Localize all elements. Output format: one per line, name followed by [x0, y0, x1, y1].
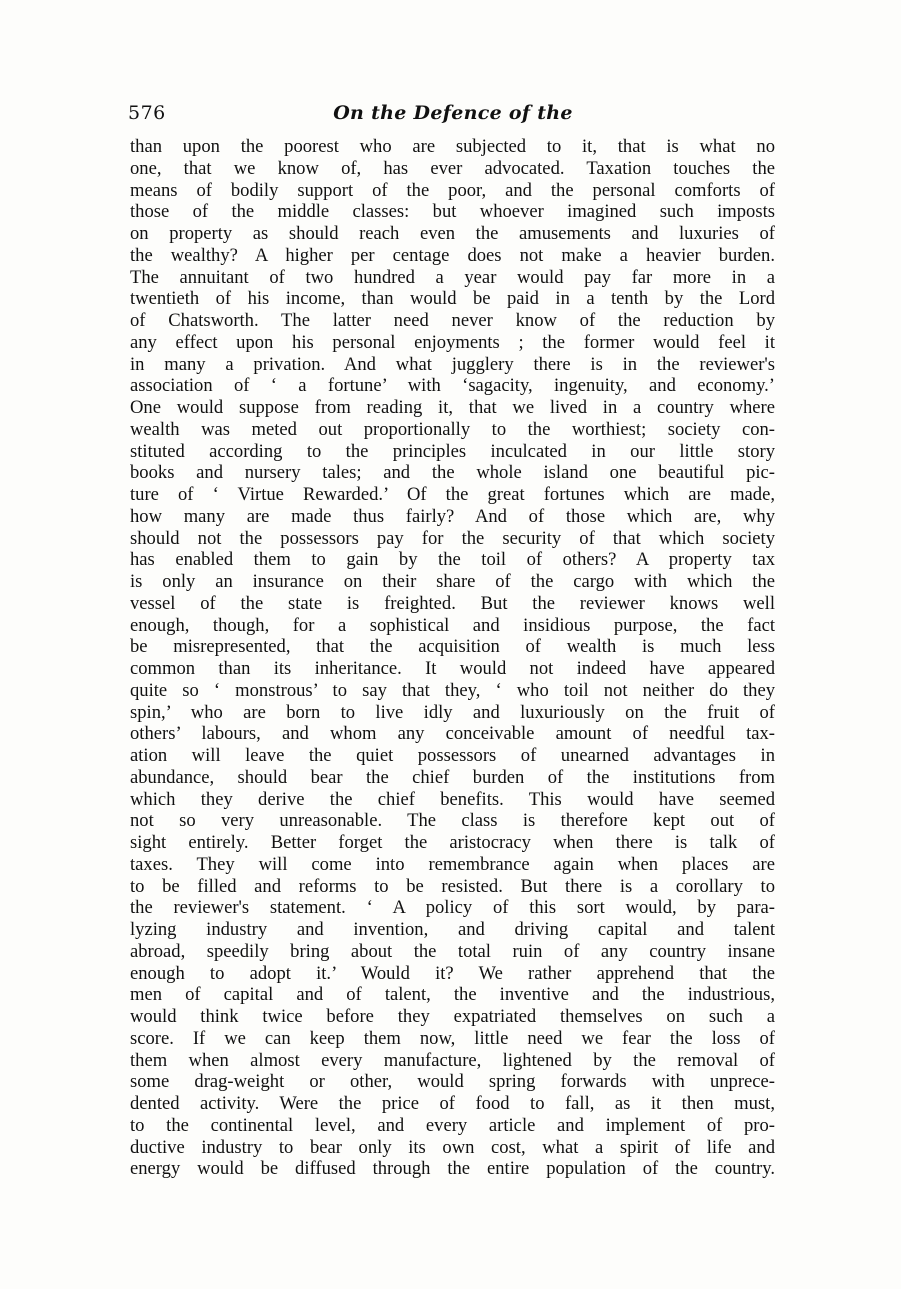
text-line: energy would be diffused through the entire population of the country.	[130, 1158, 775, 1180]
text-line: score. If we can keep them now, little need we fear the loss of	[130, 1027, 775, 1049]
text-line: some drag-weight or other, would spring forwards with unprece-	[130, 1071, 775, 1093]
text-line: would think twice before they expatriated themselves on such a	[130, 1006, 775, 1027]
text-line: association of ‘ a fortune’ with ‘sagacity, ingenuity, and economy.’	[130, 375, 775, 397]
text-line: sight entirely. Better forget the aristocracy when there is talk of	[130, 832, 775, 853]
text-line: common than its inheritance. It would not indeed have appeared	[130, 658, 775, 679]
text-line: spin,’ who are born to live idly and luxuriously on the fruit of	[130, 701, 775, 723]
text-line: lyzing industry and invention, and driving capital and talent	[130, 919, 775, 940]
text-line: to the continental level, and every article and implement of pro-	[130, 1114, 775, 1136]
text-line: ation will leave the quiet possessors of unearned advantages in	[130, 745, 775, 766]
text-line: ductive industry to bear only its own cost, what a spirit of life and	[130, 1136, 775, 1158]
text-line: others’ labours, and whom any conceivable amount of needful tax-	[130, 723, 775, 745]
text-line: wealth was meted out proportionally to the worthiest; society con-	[130, 418, 775, 440]
text-line: taxes. They will come into remembrance again when places are	[130, 853, 775, 875]
text-line: vessel of the state is freighted. But the reviewer knows well	[130, 592, 775, 614]
text-line: men of capital and of talent, the inventive and the industrious,	[130, 984, 775, 1006]
text-line: be misrepresented, that the acquisition of wealth is much less	[130, 636, 775, 658]
text-line: is only an insurance on their share of the cargo with which the	[130, 571, 775, 592]
running-title: On the Defence of the	[333, 102, 573, 124]
text-line: enough, though, for a sophistical and insidious purpose, the fact	[130, 614, 775, 636]
text-line: the reviewer's statement. ‘ A policy of this sort would, by para-	[130, 897, 775, 919]
text-line: on property as should reach even the amusements and luxuries of	[130, 223, 775, 244]
text-line: The annuitant of two hundred a year would pay far more in a	[130, 266, 775, 288]
text-line: in many a privation. And what jugglery there is in the reviewer's	[130, 353, 775, 375]
text-line: which they derive the chief benefits. This would have seemed	[130, 788, 775, 810]
text-line: abundance, should bear the chief burden of the institutions from	[130, 766, 775, 788]
text-line: ture of ‘ Virtue Rewarded.’ Of the great fortunes which are made,	[130, 484, 775, 505]
text-line: abroad, speedily bring about the total ruin of any country insane	[130, 940, 775, 962]
text-line: One would suppose from reading it, that we lived in a country where	[130, 397, 775, 418]
page-number: 576	[128, 102, 166, 124]
text-line: twentieth of his income, than would be paid in a tenth by the Lord	[130, 288, 775, 310]
text-line: any effect upon his personal enjoyments ; the former would feel it	[130, 331, 775, 353]
body-text	[130, 136, 775, 1180]
text-line: to be filled and reforms to be resisted. But there is a corollary to	[130, 875, 775, 897]
text-line: of Chatsworth. The latter need never know of the reduction by	[130, 310, 775, 331]
text-line: stituted according to the principles inculcated in our little story	[130, 440, 775, 462]
text-line: has enabled them to gain by the toil of others? A property tax	[130, 549, 775, 571]
text-line: should not the possessors pay for the security of that which society	[130, 527, 775, 549]
text-line: quite so ‘ monstrous’ to say that they, ‘ who toil not neither do they	[130, 679, 775, 701]
text-line: the wealthy? A higher per centage does not make a heavier burden.	[130, 244, 775, 266]
text-line: not so very unreasonable. The class is therefore kept out of	[130, 810, 775, 832]
text-line: books and nursery tales; and the whole island one beautiful pic-	[130, 462, 775, 484]
text-line: dented activity. Were the price of food to fall, as it then must,	[130, 1093, 775, 1114]
text-line: enough to adopt it.’ Would it? We rather apprehend that the	[130, 962, 775, 984]
text-line: means of bodily support of the poor, and the personal comforts of	[130, 179, 775, 201]
text-line: those of the middle classes: but whoever imagined such imposts	[130, 201, 775, 223]
text-line: than upon the poorest who are subjected to it, that is what no	[130, 136, 775, 157]
text-line: how many are made thus fairly? And of those which are, why	[130, 505, 775, 527]
text-line: them when almost every manufacture, lightened by the removal of	[130, 1049, 775, 1071]
page-header	[128, 100, 778, 130]
text-line: one, that we know of, has ever advocated. Taxation touches the	[130, 157, 775, 179]
